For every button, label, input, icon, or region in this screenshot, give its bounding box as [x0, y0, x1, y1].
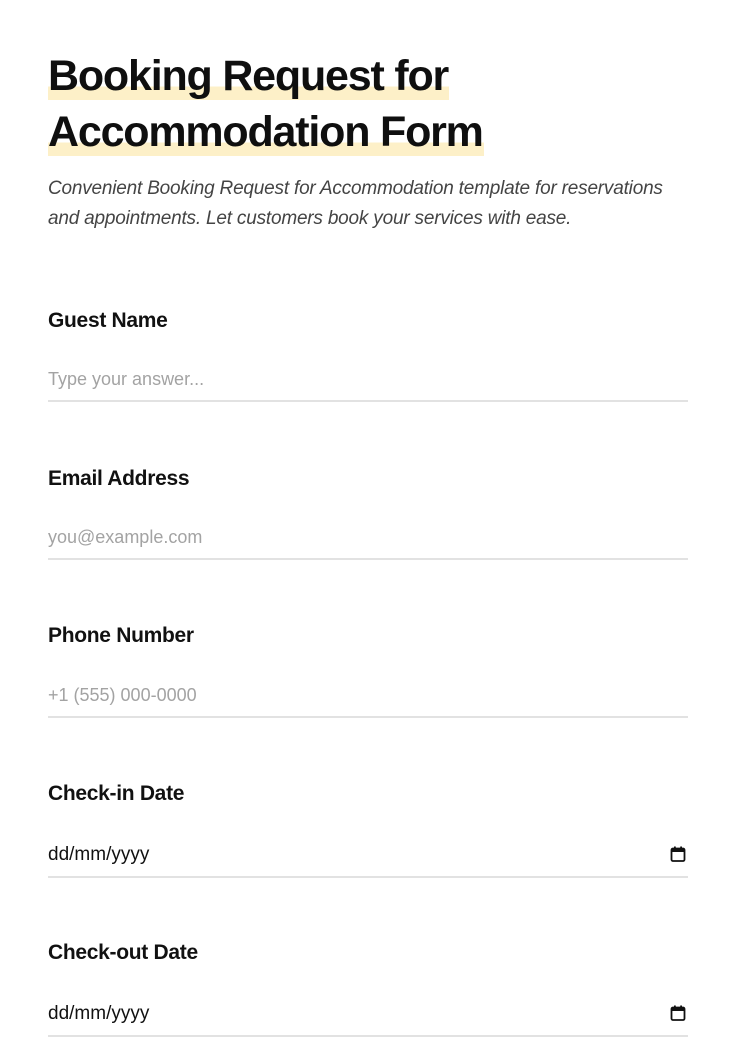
- phone-field: [48, 623, 688, 649]
- booking-form: [48, 48, 688, 234]
- form-title-line-1: Booking Request for: [48, 52, 449, 100]
- check-in-label: Check-in Date: [48, 782, 185, 805]
- form-title-line-2: Accommodation Form: [48, 108, 483, 156]
- calendar-icon[interactable]: [670, 1005, 686, 1021]
- email-field: [48, 466, 688, 492]
- form-description: Convenient Booking Request for Accommodation template for reservations and appointments. Let customers book your services with ease.: [48, 178, 663, 229]
- email-input[interactable]: [48, 518, 688, 556]
- check-out-field: [48, 940, 688, 1024]
- phone-input[interactable]: [48, 676, 688, 714]
- guest-name-label: Guest Name: [48, 309, 168, 332]
- check-out-label: Check-out Date: [48, 941, 198, 964]
- calendar-icon[interactable]: [670, 846, 686, 862]
- phone-label: Phone Number: [48, 624, 194, 647]
- email-label: Email Address: [48, 467, 190, 490]
- check-out-date-input[interactable]: [48, 995, 688, 1037]
- guest-name-field: [48, 308, 688, 334]
- email-input-wrap: [48, 518, 688, 560]
- guest-name-input-wrap: [48, 360, 688, 402]
- check-in-field: [48, 781, 688, 865]
- check-in-date-input[interactable]: [48, 836, 688, 878]
- form-title: [48, 48, 688, 160]
- phone-input-wrap: [48, 676, 688, 718]
- check-in-date-value[interactable]: dd/mm/yyyy: [48, 844, 150, 865]
- guest-name-input[interactable]: [48, 360, 688, 398]
- check-out-date-value[interactable]: dd/mm/yyyy: [48, 1003, 150, 1024]
